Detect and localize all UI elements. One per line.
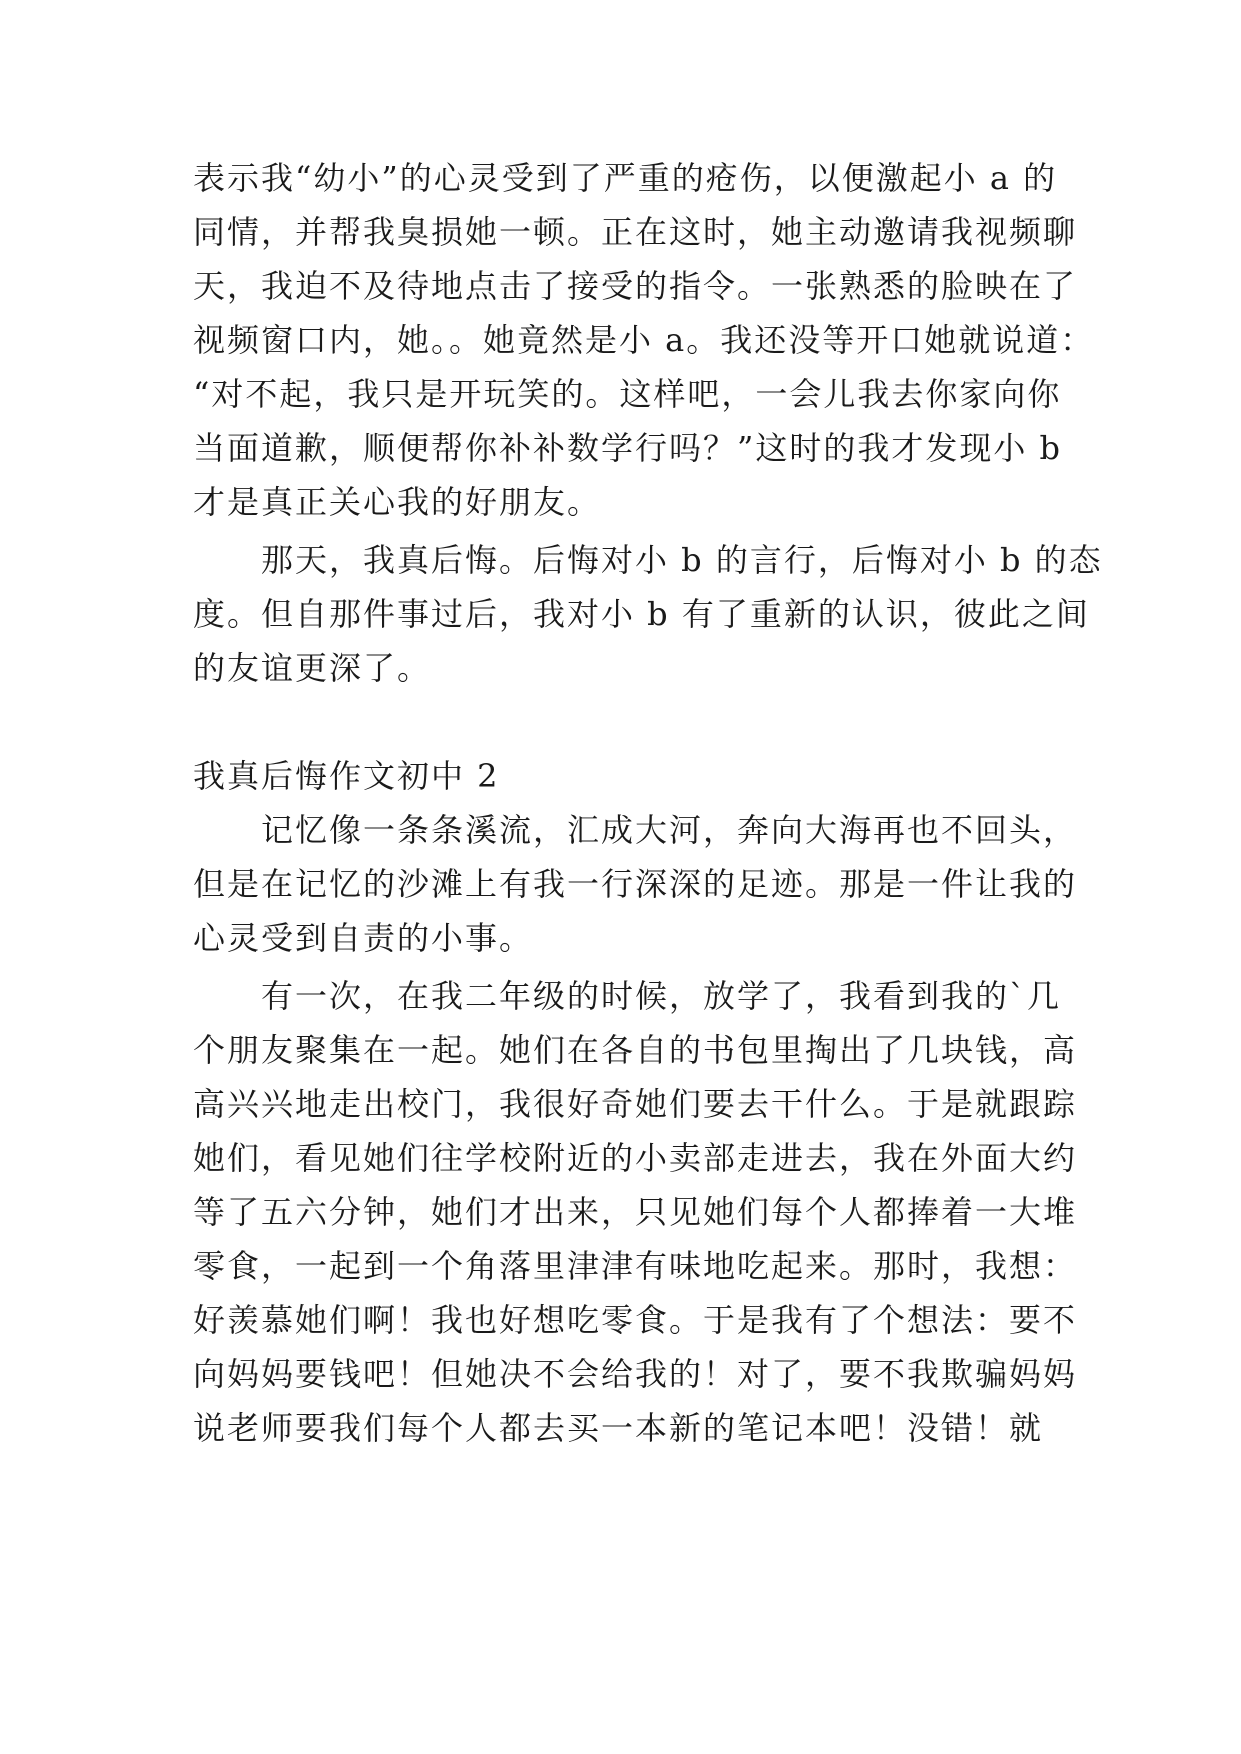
text-line: 零食，一起到一个角落里津津有味地吃起来。那时，我想： (193, 1247, 1078, 1285)
text-line: “对不起，我只是开玩笑的。这样吧，一会儿我去你家向你 (193, 375, 1062, 413)
text-line: 当面道歉，顺便帮你补补数学行吗？”这时的我才发现小 b (193, 429, 1063, 467)
text-line: 心灵受到自责的小事。 (193, 919, 534, 957)
text-line: 的友谊更深了。 (193, 649, 432, 687)
text-line: 有一次，在我二年级的时候，放学了，我看到我的`几 (193, 977, 1062, 1015)
text-line: 等了五六分钟，她们才出来，只见她们每个人都捧着一大堆 (193, 1193, 1078, 1231)
section-heading: 我真后悔作文初中 2 (193, 757, 500, 795)
text-line: 她们，看见她们往学校附近的小卖部走进去，我在外面大约 (193, 1139, 1078, 1177)
text-line: 视频窗口内，她。。她竟然是小 a。我还没等开口她就说道： (193, 321, 1095, 359)
text-line: 高兴兴地走出校门，我很好奇她们要去干什么。于是就跟踪 (193, 1085, 1078, 1123)
text-line: 好羡慕她们啊！我也好想吃零食。于是我有了个想法：要不 (193, 1301, 1078, 1339)
text-line: 但是在记忆的沙滩上有我一行深深的足迹。那是一件让我的 (193, 865, 1078, 903)
text-line: 说老师要我们每个人都去买一本新的笔记本吧！没错！就 (193, 1409, 1044, 1447)
text-line: 才是真正关心我的好朋友。 (193, 483, 602, 521)
text-line: 向妈妈要钱吧！但她决不会给我的！对了，要不我欺骗妈妈 (193, 1355, 1078, 1393)
text-line: 记忆像一条条溪流，汇成大河，奔向大海再也不回头， (193, 811, 1078, 849)
text-line: 个朋友聚集在一起。她们在各自的书包里掏出了几块钱，高 (193, 1031, 1078, 1069)
text-line: 表示我“幼小”的心灵受到了严重的疮伤，以便激起小 a 的 (193, 159, 1058, 197)
text-line: 天，我迫不及待地点击了接受的指令。一张熟悉的脸映在了 (193, 267, 1078, 305)
text-line: 同情，并帮我臭损她一顿。正在这时，她主动邀请我视频聊 (193, 213, 1078, 251)
text-line: 度。但自那件事过后，我对小 b 有了重新的认识，彼此之间 (193, 595, 1090, 633)
text-line: 那天，我真后悔。后悔对小 b 的言行，后悔对小 b 的态 (193, 541, 1103, 579)
